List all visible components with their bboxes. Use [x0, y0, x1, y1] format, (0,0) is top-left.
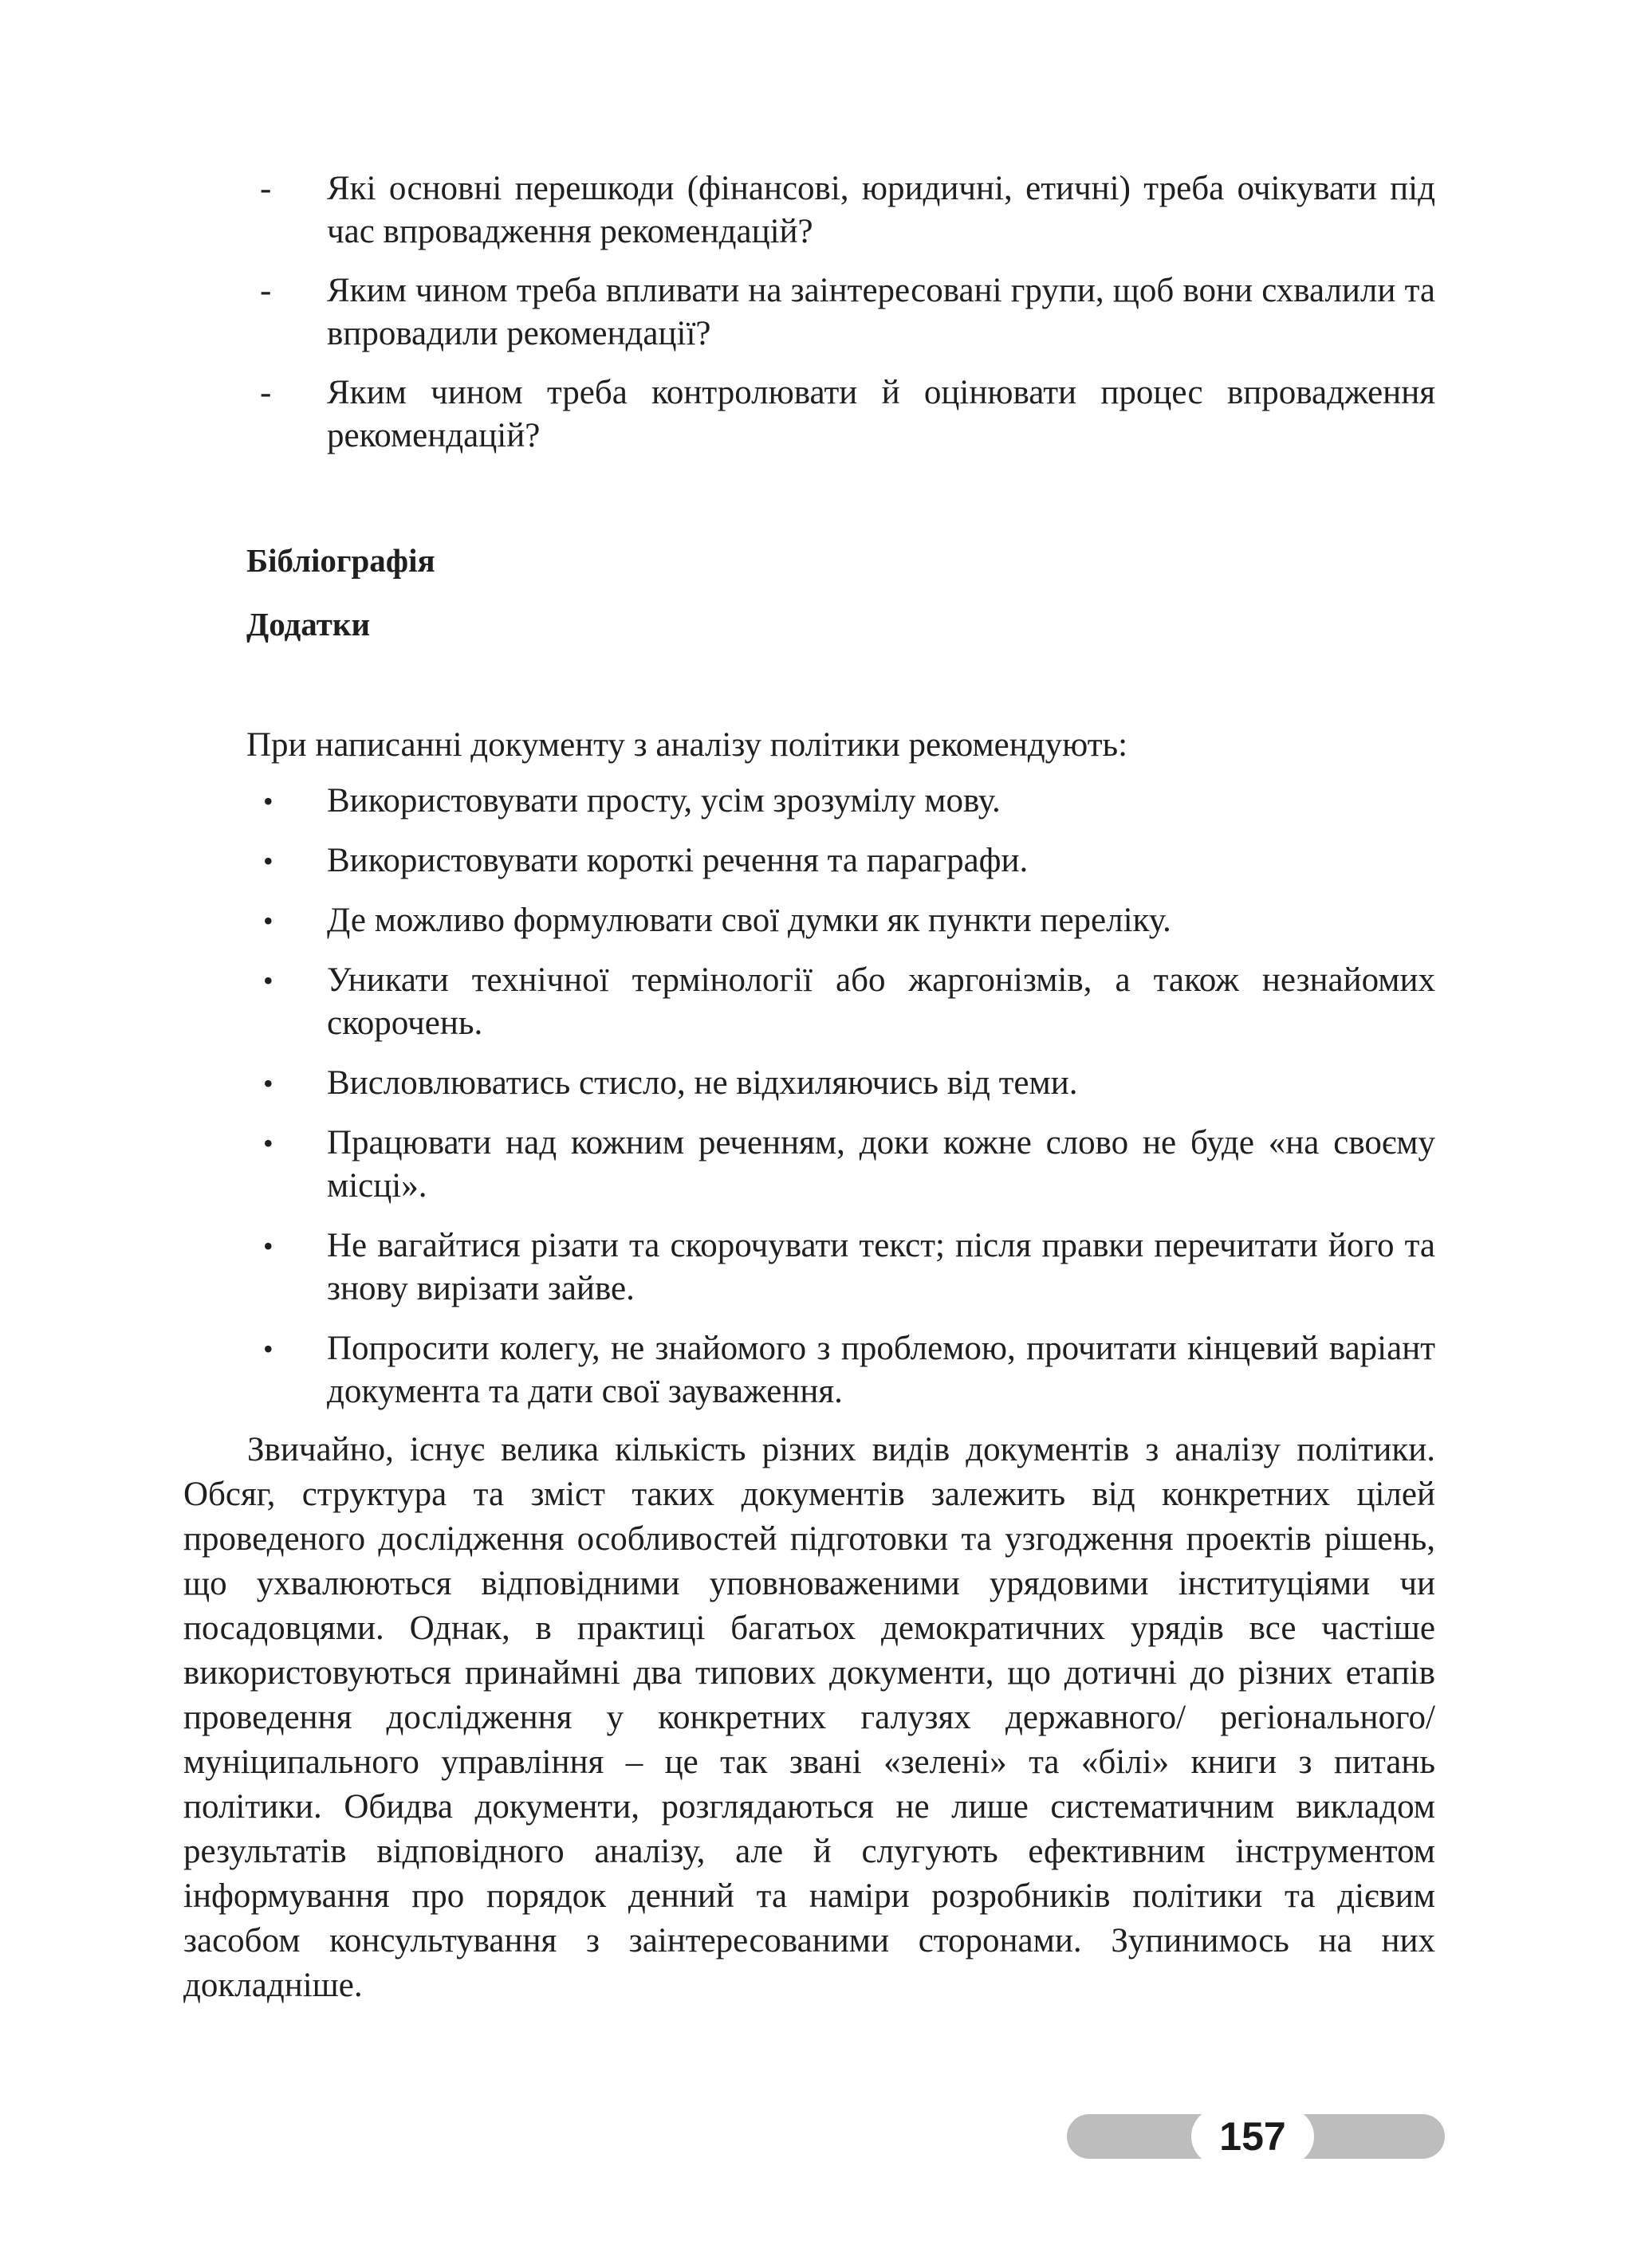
- question-text: Яким чином треба контролювати й оцінювати процес впровадження рекомендацій?: [327, 374, 1435, 454]
- list-item: [183, 371, 1435, 458]
- appendices-heading: Додатки: [246, 606, 371, 643]
- list-item: [183, 839, 1435, 882]
- recommendation-text: Де можливо формулювати свої думки як пункти переліку.: [327, 902, 1171, 939]
- list-item: [183, 1224, 1435, 1311]
- list-item: [183, 1062, 1435, 1105]
- recommendation-text: Висловлюватись стисло, не відхиляючись від теми.: [327, 1064, 1078, 1102]
- bullet-marker: •: [263, 1333, 273, 1365]
- question-text: Які основні перешкоди (фінансові, юридичні, етичні) треба очікувати під час впровадження рекомендацій?: [327, 170, 1435, 250]
- list-item: [183, 1122, 1435, 1208]
- list-item: [183, 167, 1435, 254]
- list-item: [183, 899, 1435, 942]
- dash-marker: -: [260, 374, 272, 411]
- recommendation-text: Не вагайтися різати та скорочувати текст; після правки перечитати його та знову вирізати зайве.: [327, 1227, 1435, 1307]
- body-paragraph: Звичайно, існує велика кількість різних видів документів з аналізу політики. Обсяг, структура та зміст таких документів залежить від конкретних цілей проведеного дослідження особливостей підготовки та узгодження проектів рішень, що ухвалюються відповідними уповноваженими урядовими інституціями чи посадовцями. Однак, в практиці багатьох демократичних урядів все частіше використовуються принаймні два типових документи, що дотичні до різних етапів проведення дослідження у конкретних галузях державного/ регіонального/ муніципального управління – це так звані «зелені» та «білі» книги з питань політики. Обидва документи, розглядаються не лише систематичним викладом результатів відповідного аналізу, але й слугують ефективним інструментом інформування про порядок денний та наміри розробників політики та дієвим засобом консультування з заінтересованими сторонами. Зупинимось на них докладніше.: [183, 1431, 1435, 2004]
- bullet-marker: •: [263, 845, 273, 877]
- recommendation-text: Працювати над кожним реченням, доки кожне слово не буде «на своєму місці».: [327, 1124, 1435, 1205]
- bullet-marker: •: [263, 1230, 273, 1262]
- bullet-marker: •: [263, 1067, 273, 1099]
- page-number: 157: [1191, 2108, 1314, 2165]
- bullet-marker: •: [263, 1127, 273, 1159]
- recommendation-text: Попросити колегу, не знайомого з проблемою, прочитати кінцевий варіант документа та дати свої зауваження.: [327, 1330, 1435, 1410]
- bullet-marker: •: [263, 965, 273, 996]
- dash-marker: -: [260, 170, 272, 207]
- list-item: [183, 780, 1435, 823]
- recommendation-text: Використовувати короткі речення та параграфи.: [327, 842, 1029, 879]
- recommendations-list: [183, 780, 1435, 1430]
- recommendation-text: Використовувати просту, усім зрозумілу мову.: [327, 782, 1001, 820]
- bibliography-heading: Бібліографія: [246, 542, 435, 579]
- bullet-marker: •: [263, 905, 273, 937]
- list-item: [183, 959, 1435, 1045]
- questions-list: [183, 167, 1435, 474]
- question-text: Яким чином треба впливати на заінтересовані групи, щоб вони схвалили та впровадили рекомендації?: [327, 272, 1435, 352]
- list-item: [183, 1327, 1435, 1413]
- intro-text: При написанні документу з аналізу політики рекомендують:: [246, 726, 1128, 764]
- recommendation-text: Уникати технічної термінології або жаргонізмів, а також незнайомих скорочень.: [327, 961, 1435, 1042]
- bullet-marker: •: [263, 785, 273, 817]
- list-item: [183, 269, 1435, 356]
- dash-marker: -: [260, 272, 272, 309]
